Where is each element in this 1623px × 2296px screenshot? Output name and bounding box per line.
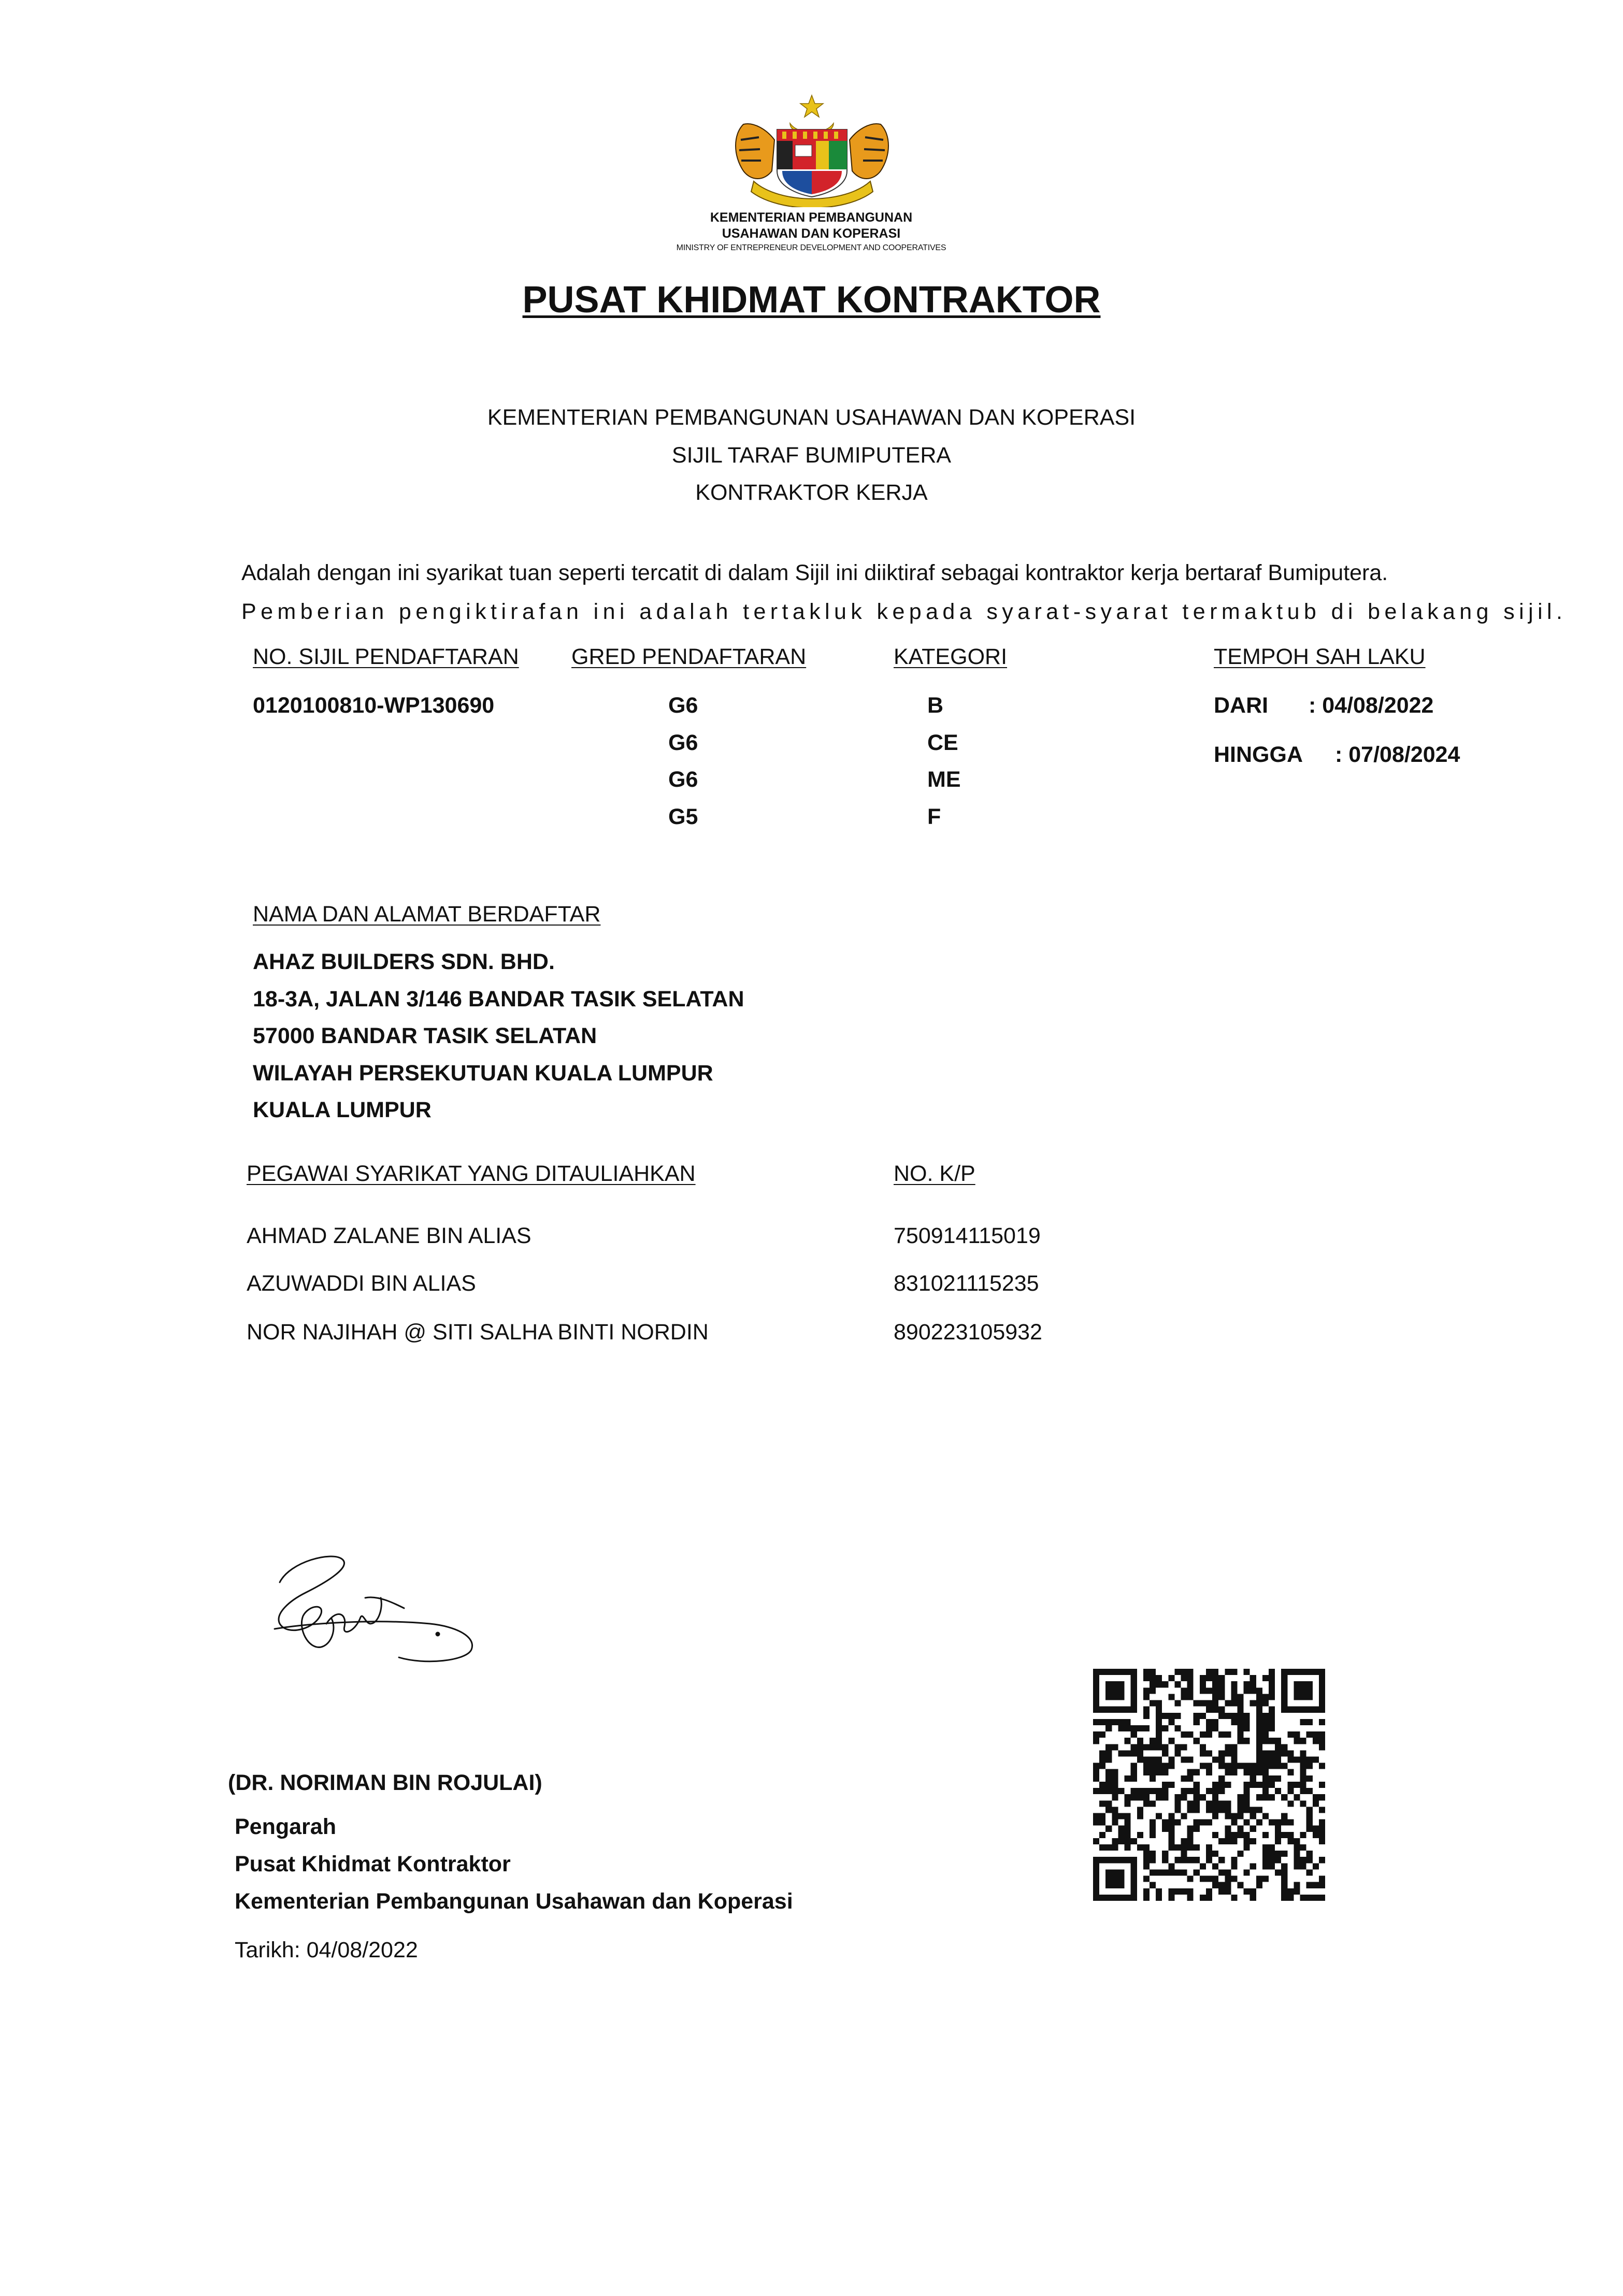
- issue-date: Tarikh: 04/08/2022: [235, 1938, 418, 1962]
- registration-number: 0120100810-WP130690: [253, 693, 495, 718]
- valid-from-date: : 04/08/2022: [1309, 693, 1434, 718]
- qr-code: [1093, 1669, 1325, 1901]
- signatory-name: (DR. NORIMAN BIN ROJULAI): [228, 1770, 542, 1795]
- category-value: ME: [927, 767, 961, 792]
- address-line: 18-3A, JALAN 3/146 BANDAR TASIK SELATAN: [253, 987, 744, 1012]
- officer-ic: 831021115235: [894, 1271, 1039, 1296]
- company-name: AHAZ BUILDERS SDN. BHD.: [253, 949, 555, 974]
- statement-line-2: Pemberian pengiktirafan ini adalah tertakluk kepada syarat-syarat termaktub di belakang sijil.: [241, 599, 1567, 624]
- category-value: F: [927, 804, 941, 829]
- grade-value: G6: [668, 730, 698, 755]
- address-line: 57000 BANDAR TASIK SELATAN: [253, 1023, 597, 1048]
- category-value: CE: [927, 730, 958, 755]
- subtitle-contractor-type: KONTRAKTOR KERJA: [695, 480, 928, 505]
- ministry-name-line1: KEMENTERIAN PEMBANGUNAN: [710, 210, 913, 225]
- page-title: PUSAT KHIDMAT KONTRAKTOR: [522, 279, 1101, 321]
- validity-header: TEMPOH SAH LAKU: [1214, 644, 1426, 669]
- grade-value: G6: [668, 767, 698, 792]
- officer-ic: 890223105932: [894, 1320, 1042, 1345]
- officer-ic: 750914115019: [894, 1223, 1041, 1248]
- officer-name: AHMAD ZALANE BIN ALIAS: [247, 1223, 532, 1248]
- ministry-name-line2: USAHAWAN DAN KOPERASI: [722, 226, 901, 241]
- ic-number-header: NO. K/P: [894, 1161, 975, 1186]
- subtitle-certificate-type: SIJIL TARAF BUMIPUTERA: [671, 443, 952, 468]
- valid-to-date: : 07/08/2024: [1335, 742, 1460, 767]
- grade-value: G5: [668, 804, 698, 829]
- authorized-officers-header: PEGAWAI SYARIKAT YANG DITAULIAHKAN: [247, 1161, 696, 1186]
- address-line: WILAYAH PERSEKUTUAN KUALA LUMPUR: [253, 1061, 713, 1086]
- grade-value: G6: [668, 693, 698, 718]
- officer-name: AZUWADDI BIN ALIAS: [247, 1271, 476, 1296]
- subtitle-ministry: KEMENTERIAN PEMBANGUNAN USAHAWAN DAN KOPERASI: [487, 405, 1136, 430]
- signatory-department: Pusat Khidmat Kontraktor: [235, 1852, 511, 1876]
- coat-of-arms-logo: [723, 93, 901, 207]
- officer-name: NOR NAJIHAH @ SITI SALHA BINTI NORDIN: [247, 1320, 709, 1345]
- grade-header: GRED PENDAFTARAN: [571, 644, 807, 669]
- ministry-name-english: MINISTRY OF ENTREPRENEUR DEVELOPMENT AND COOPERATIVES: [676, 243, 946, 252]
- category-value: B: [927, 693, 944, 718]
- signatory-ministry: Kementerian Pembangunan Usahawan dan Koperasi: [235, 1889, 793, 1914]
- valid-to-label: HINGGA: [1214, 742, 1303, 767]
- signatory-title: Pengarah: [235, 1814, 336, 1839]
- company-address-header: NAMA DAN ALAMAT BERDAFTAR: [253, 902, 601, 927]
- registration-number-header: NO. SIJIL PENDAFTARAN: [253, 644, 519, 669]
- handwritten-signature: [259, 1546, 487, 1665]
- statement-line-1: Adalah dengan ini syarikat tuan seperti tercatit di dalam Sijil ini diiktiraf sebagai kontraktor kerja bertaraf Bumiputera.: [241, 560, 1388, 585]
- address-line: KUALA LUMPUR: [253, 1098, 432, 1122]
- valid-from-label: DARI: [1214, 693, 1269, 718]
- category-header: KATEGORI: [894, 644, 1008, 669]
